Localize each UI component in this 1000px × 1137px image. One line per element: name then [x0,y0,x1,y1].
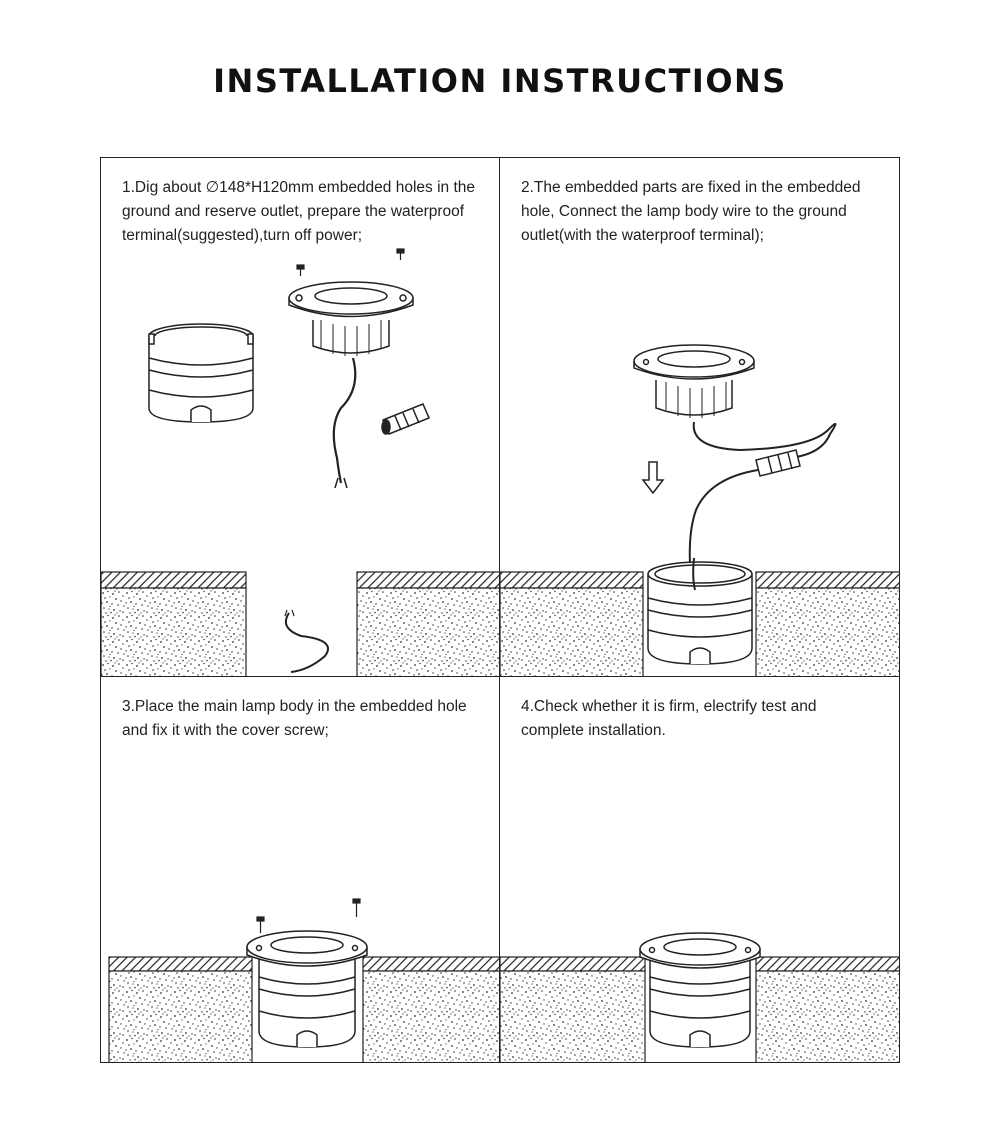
step-1-illustration [101,158,501,678]
step-2-text: 2.The embedded parts are fixed in the embedded hole, Connect the lamp body wire to the ground outlet(with the waterproof terminal); [521,179,861,244]
lamp-body-icon [289,282,413,488]
lamp-body-icon [634,345,754,418]
lamp-body-icon [247,931,367,1047]
page-title: INSTALLATION INSTRUCTIONS [213,62,787,100]
step-4-text: 4.Check whether it is firm, electrify test and complete installation. [521,698,817,739]
embedded-sleeve-icon [648,562,752,664]
step-3-text: 3.Place the main lamp body in the embedded hole and fix it with the cover screw; [122,698,467,739]
step-1-text: 1.Dig about ∅148*H120mm embedded holes in the ground and reserve outlet, prepare the waterproof terminal(suggested),turn off power; [122,179,476,244]
step-4-illustration [500,677,900,1063]
ground-soil-icon [101,572,501,678]
step-3-illustration [101,677,501,1063]
waterproof-connector-icon [382,404,429,434]
down-arrow-icon [643,462,663,493]
embedded-sleeve-icon [149,324,253,422]
waterproof-connector-icon [756,450,800,476]
step-4-panel [499,676,900,1063]
lamp-body-icon [640,933,760,1047]
step-3-panel [100,676,501,1063]
step-1-panel [100,157,501,678]
step-2-illustration [500,158,900,678]
screw-icon [297,249,404,276]
step-2-panel [499,157,900,678]
screw-icon [257,899,360,933]
